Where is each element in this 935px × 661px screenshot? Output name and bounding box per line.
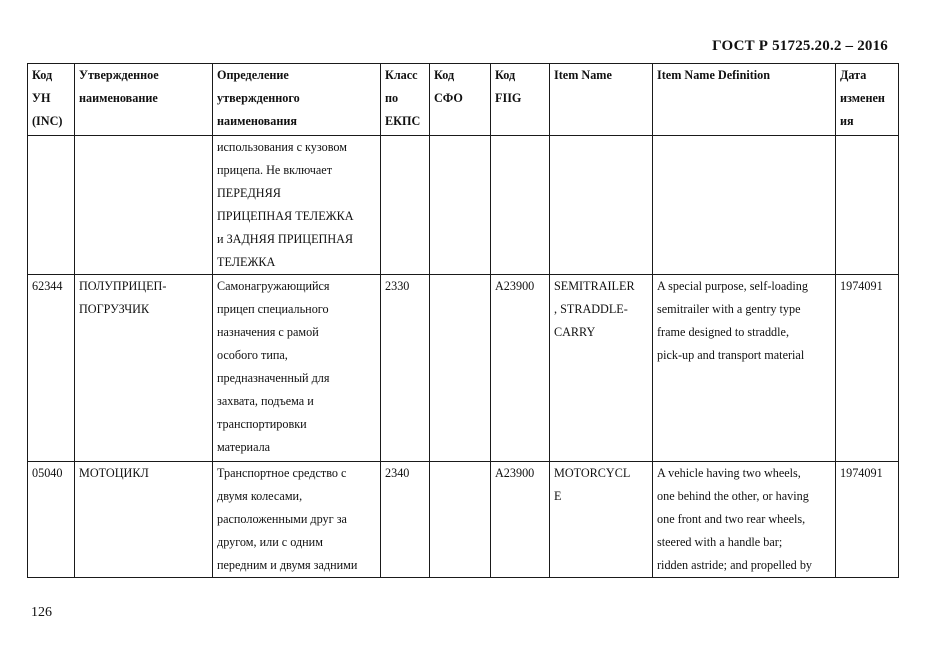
- nomenclature-table: [27, 63, 899, 578]
- cell-class: 2340: [381, 462, 430, 578]
- cell-definition: использования с кузовом прицепа. Не включает ПЕРЕДНЯЯ ПРИЦЕПНАЯ ТЕЛЕЖКА и ЗАДНЯЯ ПРИЦЕПНАЯ ТЕЛЕЖКА: [213, 136, 381, 275]
- header-class: Класс по ЕКПС: [381, 64, 430, 136]
- header-inc: Код УН (INC): [28, 64, 75, 136]
- cell-class: 2330: [381, 275, 430, 462]
- header-item-name: Item Name: [550, 64, 653, 136]
- cell-name: [75, 136, 213, 275]
- cell-date: [836, 136, 899, 275]
- cell-sfo: [430, 136, 491, 275]
- cell-date: 1974091: [836, 462, 899, 578]
- cell-sfo: [430, 462, 491, 578]
- cell-item-name: MOTORCYCL E: [550, 462, 653, 578]
- cell-item-definition: [653, 136, 836, 275]
- document-standard-header: ГОСТ Р 51725.20.2 – 2016: [712, 38, 888, 54]
- cell-inc: 05040: [28, 462, 75, 578]
- page-number: 126: [31, 605, 52, 620]
- cell-item-definition: A vehicle having two wheels, one behind the other, or having one front and two rear wheels, steered with a handle bar; ridden astride; and propelled by: [653, 462, 836, 578]
- header-item-name-definition: Item Name Definition: [653, 64, 836, 136]
- cell-class: [381, 136, 430, 275]
- cell-fiig: A23900: [491, 462, 550, 578]
- cell-inc: 62344: [28, 275, 75, 462]
- cell-inc: [28, 136, 75, 275]
- cell-fiig: [491, 136, 550, 275]
- cell-name: ПОЛУПРИЦЕП- ПОГРУЗЧИК: [75, 275, 213, 462]
- cell-definition: Транспортное средство с двумя колесами, расположенными друг за другом, или с одним передним и двумя задними: [213, 462, 381, 578]
- header-fiig: Код FIIG: [491, 64, 550, 136]
- header-definition: Определение утвержденного наименования: [213, 64, 381, 136]
- cell-fiig: A23900: [491, 275, 550, 462]
- header-approved-name: Утвержденное наименование: [75, 64, 213, 136]
- cell-date: 1974091: [836, 275, 899, 462]
- header-sfo: Код СФО: [430, 64, 491, 136]
- header-change-date: Дата изменен ия: [836, 64, 899, 136]
- table-row: [28, 275, 899, 462]
- cell-definition: Самонагружающийся прицеп специального назначения с рамой особого типа, предназначенный для захвата, подъема и транспортировки материала: [213, 275, 381, 462]
- table-row: [28, 462, 899, 578]
- cell-item-name: SEMITRAILER , STRADDLE- CARRY: [550, 275, 653, 462]
- cell-sfo: [430, 275, 491, 462]
- table-row: [28, 136, 899, 275]
- cell-item-name: [550, 136, 653, 275]
- table-header-row: [28, 64, 899, 136]
- cell-name: МОТОЦИКЛ: [75, 462, 213, 578]
- cell-item-definition: A special purpose, self-loading semitrailer with a gentry type frame designed to straddle, pick-up and transport material: [653, 275, 836, 462]
